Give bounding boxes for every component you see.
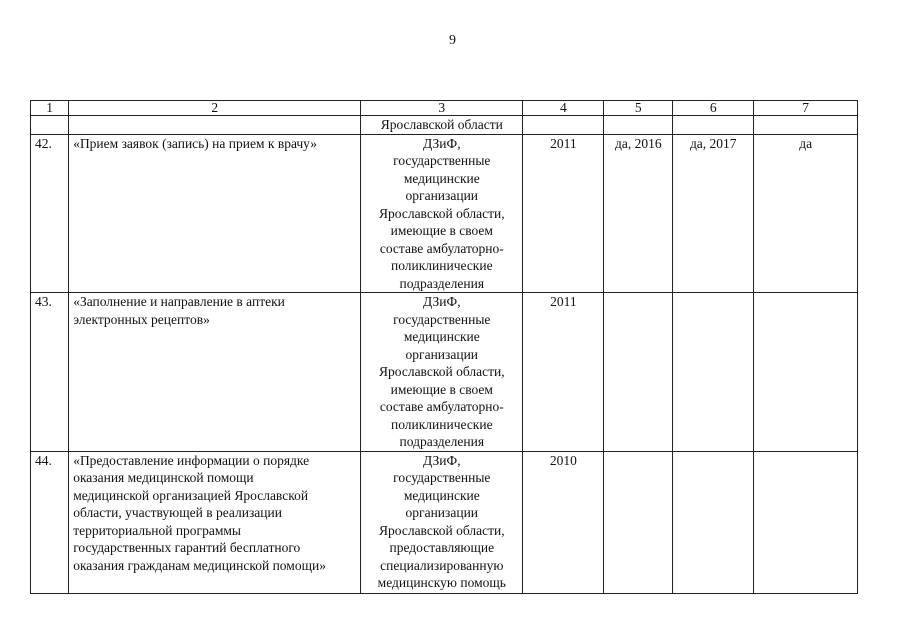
services-table (30, 100, 858, 594)
org-line: Ярославской области, (379, 205, 505, 221)
org-line: имеющие в своем (390, 223, 493, 238)
header-col-6: 6 (673, 101, 754, 116)
org-line: государственные (393, 470, 491, 485)
org-line: ДЗиФ, (423, 452, 461, 468)
year-cell: 2011 (523, 134, 604, 293)
org-line: медицинские (403, 329, 480, 344)
row-number: 44. (31, 451, 69, 593)
org-line: медицинскую помощь (377, 575, 506, 590)
name-line: оказания медицинской помощи (73, 470, 254, 485)
table-row-continuation (31, 116, 858, 135)
org-line: Ярославской области, (379, 522, 505, 538)
responsible-orgs (361, 451, 523, 593)
org-line: медицинские (403, 487, 480, 503)
header-col-7: 7 (754, 101, 858, 116)
org-line: имеющие в своем (390, 381, 493, 397)
table-header-row (31, 101, 858, 116)
row-number: 43. (31, 293, 69, 452)
org-line: организации (405, 346, 479, 362)
name-line: области, участвующей в реализации (73, 505, 282, 520)
org-line: ДЗиФ, (423, 135, 461, 151)
row-number: 42. (31, 134, 69, 293)
cell-empty (754, 116, 858, 135)
col6-cell (673, 293, 754, 452)
page-number: 9 (449, 33, 456, 48)
org-line: специализированную (380, 557, 504, 573)
org-line: составе амбулаторно- (379, 240, 504, 256)
service-name (69, 293, 361, 452)
org-line: поликлинические (390, 258, 493, 273)
col7-cell (754, 451, 858, 593)
header-col-3: 3 (361, 101, 523, 116)
name-line: оказания гражданам медицинской помощи» (73, 557, 326, 573)
org-line: Ярославской области, (379, 364, 505, 379)
table-row (31, 134, 858, 293)
name-line: медицинской организацией Ярославской (73, 487, 309, 503)
org-line: составе амбулаторно- (379, 399, 504, 414)
cell-empty (69, 116, 361, 135)
col6-cell: да, 2017 (673, 134, 754, 293)
header-col-5: 5 (604, 101, 673, 116)
header-col-4: 4 (523, 101, 604, 116)
col7-cell (754, 293, 858, 452)
header-col-1: 1 (31, 101, 69, 116)
name-line: государственных гарантий бесплатного (73, 540, 301, 555)
year-cell: 2010 (523, 451, 604, 593)
table-row (31, 293, 858, 452)
org-line: подразделения (399, 275, 485, 291)
cell-empty (604, 116, 673, 135)
responsible-orgs (361, 293, 523, 452)
service-name (69, 451, 361, 593)
org-line: медицинские (403, 170, 480, 186)
col6-cell (673, 451, 754, 593)
table-row (31, 451, 858, 593)
cell-org-continued: Ярославской области (361, 116, 523, 135)
org-line: организации (405, 505, 479, 520)
cell-empty (673, 116, 754, 135)
org-line: ДЗиФ, (423, 294, 461, 309)
col7-cell: да (754, 134, 858, 293)
org-line: поликлинические (390, 416, 493, 432)
name-line: территориальной программы (73, 522, 241, 538)
name-line: электронных рецептов» (73, 311, 210, 327)
col5-cell (604, 293, 673, 452)
org-line: государственные (393, 311, 491, 327)
org-line: государственные (393, 153, 491, 168)
org-line: организации (405, 188, 479, 203)
name-line: «Предоставление информации о порядке (73, 452, 310, 468)
header-col-2: 2 (69, 101, 361, 116)
org-line: подразделения (399, 434, 485, 449)
name-line: «Заполнение и направление в аптеки (73, 294, 285, 309)
org-line: предоставляющие (389, 540, 495, 555)
col5-cell: да, 2016 (604, 134, 673, 293)
responsible-orgs (361, 134, 523, 293)
year-cell: 2011 (523, 293, 604, 452)
cell-empty (523, 116, 604, 135)
service-name: «Прием заявок (запись) на прием к врачу» (69, 134, 361, 293)
col5-cell (604, 451, 673, 593)
cell-empty (31, 116, 69, 135)
